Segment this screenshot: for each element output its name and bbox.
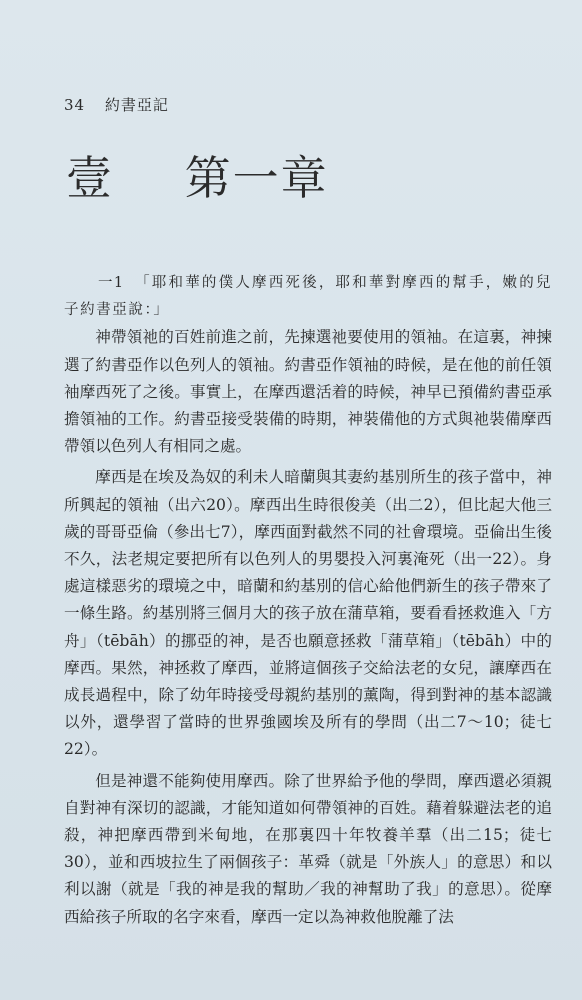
verse-text: 「耶和華的僕人摩西死後，耶和華對摩西的幫手，嫩的兒子約書亞說：」 xyxy=(64,275,552,319)
paragraph-1: 神帶領祂的百姓前進之前，先揀選祂要使用的領袖。在這裏，神揀選了約書亞作以色列人的領袖。約書亞作領袖的時候，是在他的前任領袖摩西死了之後。事實上，在摩西還活着的時候，神早已預備約書亞承擔領袖的工作。約書亞接受裝備的時期，神裝備他的方式與祂裝備摩西帶領以色列人有相同之處。 xyxy=(64,328,552,456)
verse-number: 一1 xyxy=(98,275,125,291)
body-text xyxy=(64,270,552,931)
chapter-heading xyxy=(66,142,329,208)
running-head xyxy=(64,94,169,115)
paragraph-2: 摩西是在埃及為奴的利未人暗蘭與其妻約基別所生的孩子當中，神所興起的領袖（出六20）。摩西出生時很俊美（出二2），但比起大他三歲的哥哥亞倫（參出七7），摩西面對截然不同的社會環境。亞倫出生後不久，法老規定要把所有以色列人的男嬰投入河裏淹死（出一22）。身處這樣惡劣的環境之中，暗蘭和約基別的信心給他們新生的孩子帶來了一條生路。約基別將三個月大的孩子放在蒲草箱，要看看拯救進入「方舟」（tēbāh）的挪亞的神，是否也願意拯救「蒲草箱」（tēbāh）中的摩西。果然，神拯救了摩西，並將這個孩子交給法老的女兒，讓摩西在成長過程中，除了幼年時接受母親約基別的薰陶，得到對神的基本認識以外，還學習了當時的世界強國埃及所有的學問（出二7～10；徒七22）。 xyxy=(64,468,552,759)
paragraph-3: 但是神還不能夠使用摩西。除了世界給予他的學問，摩西還必須親自對神有深切的認識，才能知道如何帶領神的百姓。藉着躲避法老的追殺，神把摩西帶到米甸地，在那裏四十年牧養羊羣（出二15；徒七30），並和西坡拉生了兩個孩子：革舜（就是「外族人」的意思）和以利以謝（就是「我的神是我的幫助／我的神幫助了我」的意思）。從摩西給孩子所取的名字來看，摩西一定以為神救他脫離了法 xyxy=(64,771,552,926)
book-title: 約書亞記 xyxy=(104,96,169,114)
chapter-number: 壹 xyxy=(66,151,114,205)
page-number: 34 xyxy=(64,96,86,114)
chapter-title: 第一章 xyxy=(184,151,329,205)
verse-quote xyxy=(64,270,552,324)
